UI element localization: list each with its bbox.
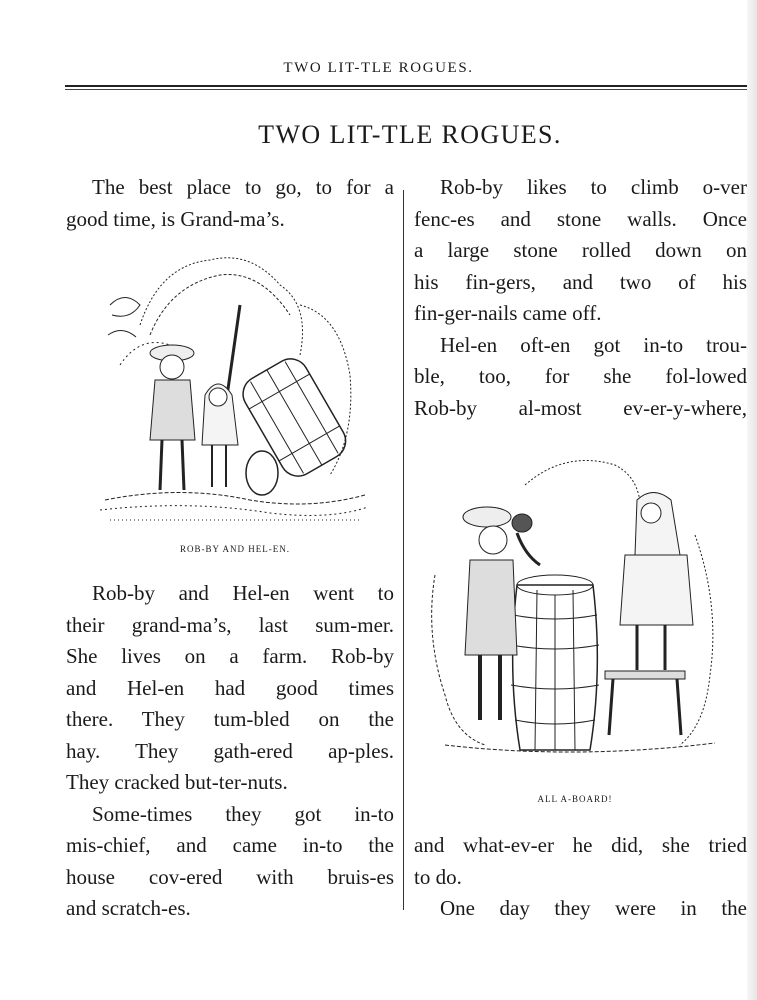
- text-line: hay. They gath-ered ap-ples.: [66, 738, 394, 763]
- text-line: ble, too, for she fol-lowed: [414, 364, 747, 388]
- text-line: Rob-by and Hel-en went to: [92, 581, 394, 605]
- left-paragraph-2: [66, 578, 394, 799]
- text-line: She lives on a farm. Rob-by: [66, 644, 394, 668]
- text-line: a large stone rolled down on: [414, 238, 747, 262]
- right-column-top: [414, 172, 747, 424]
- text-line: Some-times they got in-to: [92, 801, 394, 826]
- header-rule-thin: [65, 89, 747, 90]
- text-line: and scratch-es.: [66, 896, 191, 920]
- right-column-bottom: [414, 830, 747, 925]
- left-column-top: [66, 172, 394, 235]
- right-paragraph-2: [414, 330, 747, 425]
- running-head: TWO LIT-TLE ROGUES.: [283, 60, 474, 76]
- text-line: there. They tum-bled on the: [66, 707, 394, 731]
- caption-all-aboard: ALL A-BOARD!: [537, 794, 613, 804]
- illustration-robby-and-helen: [100, 245, 370, 535]
- text-line: their grand-ma’s, last sum-mer.: [66, 612, 394, 637]
- header-rule: [65, 85, 747, 87]
- text-line: They cracked but-ter-nuts.: [66, 770, 288, 794]
- text-line: mis-chief, and came in-to the: [66, 833, 394, 857]
- left-column-bottom: [66, 578, 394, 925]
- text-line: Rob-by al-most ev-er-y-where,: [414, 395, 747, 420]
- text-line: his fin-gers, and two of his: [414, 269, 747, 294]
- text-line: and Hel-en had good times: [66, 675, 394, 700]
- column-divider: [403, 190, 404, 910]
- text-line: fin-ger-nails came off.: [414, 301, 602, 325]
- text-line: Rob-by likes to climb o-ver: [440, 175, 747, 199]
- right-paragraph-3: [414, 830, 747, 893]
- text-line: and what-ev-er he did, she tried: [414, 833, 747, 857]
- left-paragraph-1: [66, 172, 394, 235]
- story-title: TWO LIT-TLE ROGUES.: [258, 120, 562, 149]
- caption-robby-and-helen: ROB-BY AND HEL-EN.: [180, 544, 290, 554]
- illustration-all-aboard: [425, 445, 725, 780]
- left-paragraph-3: [66, 799, 394, 925]
- page-edge: [747, 0, 757, 1000]
- text-line: One day they were in the: [440, 896, 747, 920]
- text-line: fenc-es and stone walls. Once: [414, 206, 747, 231]
- text-line: to do.: [414, 864, 462, 889]
- text-line: house cov-ered with bruis-es: [66, 864, 394, 889]
- text-line: Hel-en oft-en got in-to trou-: [440, 332, 747, 357]
- right-paragraph-1: [414, 172, 747, 330]
- text-line: good time, is Grand-ma’s.: [66, 206, 285, 231]
- right-paragraph-4: [414, 893, 747, 925]
- text-line: The best place to go, to for a: [92, 175, 394, 199]
